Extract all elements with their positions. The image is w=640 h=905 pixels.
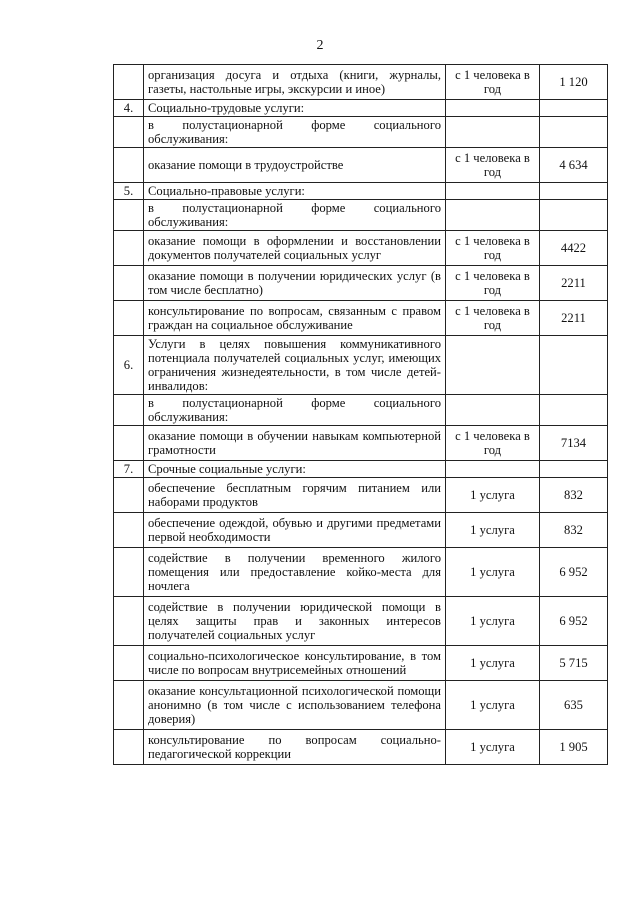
tariff-value-cell [540, 100, 608, 117]
row-number-cell [114, 231, 144, 266]
row-number-cell [114, 646, 144, 681]
row-number-cell [114, 478, 144, 513]
row-number-cell: 6. [114, 336, 144, 395]
unit-of-measure-cell: 1 услуга [446, 730, 540, 765]
service-name-cell: организация досуга и отдыха (книги, журналы, газеты, настольные игры, экскурсии и иное) [144, 65, 446, 100]
row-number-cell [114, 597, 144, 646]
service-name-cell: Услуги в целях повышения коммуникативного потенциала получателей социальных услуг, имеющих ограничения жизнедеятельности, в том числе детей-инвалидов: [144, 336, 446, 395]
row-number-cell: 7. [114, 461, 144, 478]
table-row [114, 548, 608, 597]
tariff-value-cell: 832 [540, 478, 608, 513]
tariff-value-cell [540, 183, 608, 200]
row-number-cell [114, 681, 144, 730]
tariff-value-cell: 2211 [540, 301, 608, 336]
row-number-cell [114, 117, 144, 148]
unit-of-measure-cell: 1 услуга [446, 513, 540, 548]
tariff-value-cell [540, 336, 608, 395]
table-row [114, 597, 608, 646]
table-row [114, 148, 608, 183]
row-number-cell [114, 513, 144, 548]
table-row [114, 461, 608, 478]
table-row [114, 200, 608, 231]
services-table-body [114, 65, 608, 765]
service-name-cell: обеспечение бесплатным горячим питанием или наборами продуктов [144, 478, 446, 513]
unit-of-measure-cell: 1 услуга [446, 681, 540, 730]
unit-of-measure-cell [446, 461, 540, 478]
service-name-cell: оказание помощи в обучении навыкам компьютерной грамотности [144, 426, 446, 461]
row-number-cell [114, 148, 144, 183]
table-row [114, 117, 608, 148]
tariff-value-cell: 4 634 [540, 148, 608, 183]
tariff-value-cell [540, 395, 608, 426]
unit-of-measure-cell: с 1 человека в год [446, 231, 540, 266]
service-name-cell: социально-психологическое консультирование, в том числе по вопросам внутрисемейных отношений [144, 646, 446, 681]
services-table [113, 64, 608, 765]
row-number-cell [114, 266, 144, 301]
table-row [114, 231, 608, 266]
unit-of-measure-cell: 1 услуга [446, 646, 540, 681]
table-row [114, 395, 608, 426]
row-number-cell [114, 426, 144, 461]
table-row [114, 65, 608, 100]
row-number-cell [114, 395, 144, 426]
unit-of-measure-cell: 1 услуга [446, 597, 540, 646]
table-row [114, 426, 608, 461]
page-number: 2 [316, 38, 324, 53]
table-row [114, 478, 608, 513]
row-number-cell: 4. [114, 100, 144, 117]
unit-of-measure-cell: с 1 человека в год [446, 65, 540, 100]
tariff-value-cell: 4422 [540, 231, 608, 266]
table-row [114, 183, 608, 200]
tariff-value-cell [540, 461, 608, 478]
table-row [114, 301, 608, 336]
table-row [114, 100, 608, 117]
unit-of-measure-cell [446, 183, 540, 200]
table-row [114, 681, 608, 730]
service-name-cell: оказание помощи в получении юридических услуг (в том числе бесплатно) [144, 266, 446, 301]
row-number-cell [114, 65, 144, 100]
unit-of-measure-cell: с 1 человека в год [446, 426, 540, 461]
service-name-cell: содействие в получении юридической помощи в целях защиты прав и законных интересов получателей социальных услуг [144, 597, 446, 646]
service-name-cell: оказание консультационной психологической помощи анонимно (в том числе с использованием телефона доверия) [144, 681, 446, 730]
service-name-cell: Социально-правовые услуги: [144, 183, 446, 200]
tariff-value-cell: 1 120 [540, 65, 608, 100]
unit-of-measure-cell [446, 100, 540, 117]
tariff-value-cell: 635 [540, 681, 608, 730]
row-number-cell [114, 200, 144, 231]
tariff-value-cell: 2211 [540, 266, 608, 301]
tariff-value-cell: 1 905 [540, 730, 608, 765]
unit-of-measure-cell [446, 336, 540, 395]
service-name-cell: Социально-трудовые услуги: [144, 100, 446, 117]
unit-of-measure-cell: 1 услуга [446, 478, 540, 513]
unit-of-measure-cell: 1 услуга [446, 548, 540, 597]
service-name-cell: в полустационарной форме социального обслуживания: [144, 395, 446, 426]
unit-of-measure-cell [446, 395, 540, 426]
service-name-cell: содействие в получении временного жилого помещения или предоставление койко-места для ночлега [144, 548, 446, 597]
unit-of-measure-cell: с 1 человека в год [446, 148, 540, 183]
unit-of-measure-cell [446, 117, 540, 148]
tariff-value-cell: 832 [540, 513, 608, 548]
service-name-cell: консультирование по вопросам социально-педагогической коррекции [144, 730, 446, 765]
service-name-cell: оказание помощи в оформлении и восстановлении документов получателей социальных услуг [144, 231, 446, 266]
service-name-cell: обеспечение одеждой, обувью и другими предметами первой необходимости [144, 513, 446, 548]
service-name-cell: консультирование по вопросам, связанным с правом граждан на социальное обслуживание [144, 301, 446, 336]
row-number-cell [114, 301, 144, 336]
tariff-value-cell [540, 117, 608, 148]
tariff-value-cell: 6 952 [540, 597, 608, 646]
tariff-value-cell: 7134 [540, 426, 608, 461]
unit-of-measure-cell [446, 200, 540, 231]
table-row [114, 646, 608, 681]
table-row [114, 336, 608, 395]
unit-of-measure-cell: с 1 человека в год [446, 301, 540, 336]
service-name-cell: в полустационарной форме социального обслуживания: [144, 117, 446, 148]
service-name-cell: оказание помощи в трудоустройстве [144, 148, 446, 183]
service-name-cell: в полустационарной форме социального обслуживания: [144, 200, 446, 231]
row-number-cell [114, 730, 144, 765]
tariff-value-cell: 5 715 [540, 646, 608, 681]
tariff-value-cell: 6 952 [540, 548, 608, 597]
unit-of-measure-cell: с 1 человека в год [446, 266, 540, 301]
row-number-cell: 5. [114, 183, 144, 200]
table-row [114, 730, 608, 765]
table-row [114, 513, 608, 548]
table-row [114, 266, 608, 301]
tariff-value-cell [540, 200, 608, 231]
service-name-cell: Срочные социальные услуги: [144, 461, 446, 478]
row-number-cell [114, 548, 144, 597]
